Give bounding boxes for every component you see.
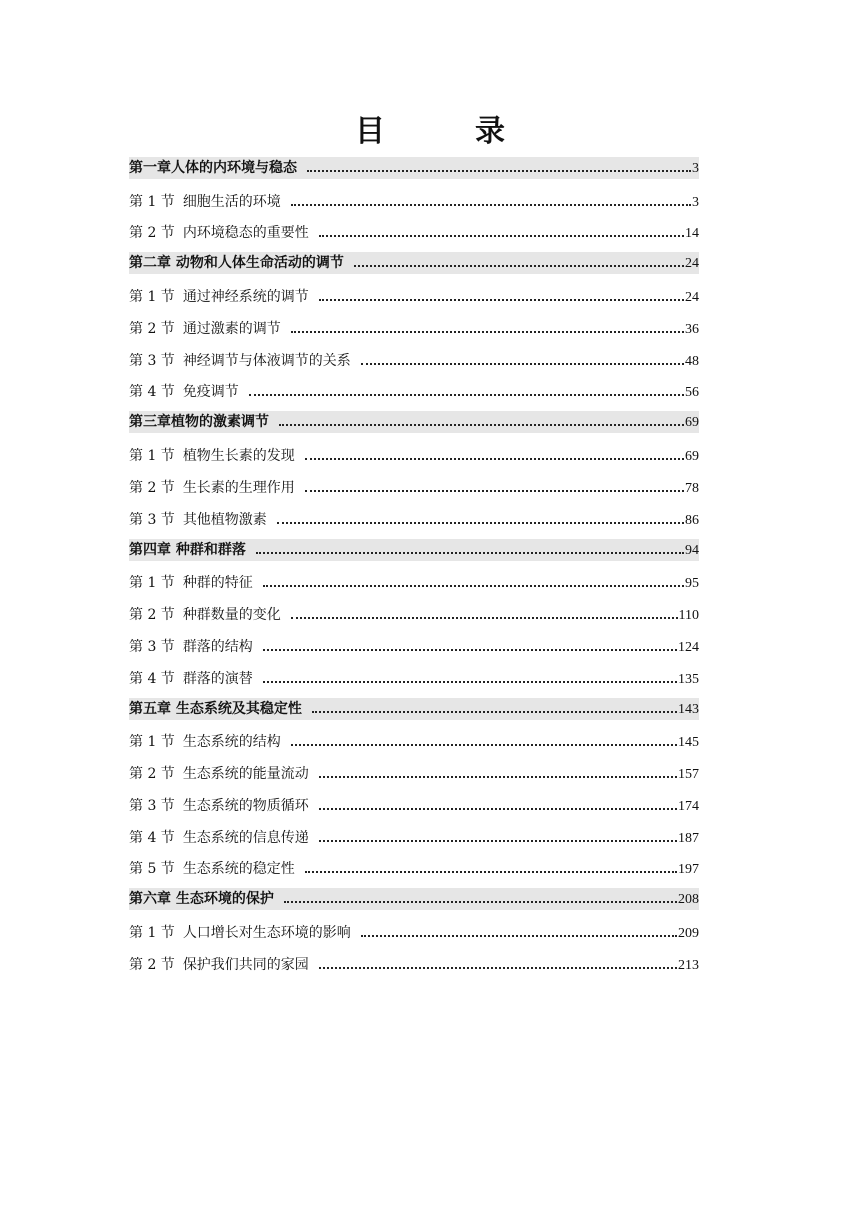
toc-chapter-entry[interactable] bbox=[129, 157, 699, 179]
toc-section-number: 第 4 节 bbox=[129, 670, 175, 687]
toc-entry-label bbox=[129, 539, 246, 559]
toc-page-number: 145 bbox=[678, 735, 699, 751]
toc-page-number: 56 bbox=[685, 385, 699, 401]
toc-entry-title: 第三章植物的激素调节 bbox=[129, 414, 269, 431]
toc-section-number: 第 3 节 bbox=[129, 511, 175, 528]
dot-leader bbox=[305, 870, 677, 873]
dot-leader bbox=[291, 203, 691, 206]
toc-chapter-entry[interactable] bbox=[129, 539, 699, 561]
dot-leader bbox=[277, 521, 684, 524]
dot-leader bbox=[319, 234, 684, 237]
toc-section-number: 第 2 节 bbox=[129, 320, 175, 337]
toc-section-number: 第 5 节 bbox=[129, 861, 175, 878]
dot-leader bbox=[305, 457, 684, 460]
toc-section-number: 第 2 节 bbox=[129, 479, 175, 496]
dot-leader bbox=[279, 423, 684, 426]
dot-leader bbox=[263, 648, 677, 651]
toc-page-number: 95 bbox=[685, 576, 699, 592]
toc-entry-title: 第五章 生态系统及其稳定性 bbox=[129, 700, 302, 717]
toc-section-number: 第 1 节 bbox=[129, 288, 175, 305]
toc-entry-title: 种群数量的变化 bbox=[182, 606, 281, 623]
toc-section-entry[interactable] bbox=[129, 279, 699, 311]
toc-section-entry[interactable] bbox=[129, 470, 699, 502]
toc-entry-label bbox=[129, 318, 281, 338]
toc-entry-label bbox=[129, 954, 309, 974]
toc-entry-label bbox=[129, 252, 344, 272]
toc-page-number: 143 bbox=[678, 701, 699, 717]
dot-leader bbox=[263, 584, 684, 587]
toc-entry-title: 生态系统的结构 bbox=[182, 734, 281, 751]
toc-entry-label bbox=[129, 286, 309, 306]
toc-entry-label bbox=[129, 350, 351, 370]
toc-entry-label bbox=[129, 157, 297, 177]
page-title: 目 录 bbox=[355, 114, 535, 149]
toc-section-entry[interactable] bbox=[129, 597, 699, 629]
toc-entry-title: 生长素的生理作用 bbox=[182, 479, 295, 496]
toc-page-number: 124 bbox=[678, 639, 699, 655]
toc-entry-title: 植物生长素的发现 bbox=[182, 447, 295, 464]
toc-section-number: 第 1 节 bbox=[129, 193, 175, 210]
toc-entry-label bbox=[129, 509, 267, 529]
toc-page-number: 213 bbox=[678, 957, 699, 973]
toc-entry-title: 通过激素的调节 bbox=[182, 320, 281, 337]
toc-entry-title: 生态系统的稳定性 bbox=[182, 861, 295, 878]
toc-section-number: 第 1 节 bbox=[129, 924, 175, 941]
toc-section-number: 第 4 节 bbox=[129, 384, 175, 401]
toc-page-number: 36 bbox=[685, 321, 699, 337]
toc-entry-label bbox=[129, 731, 281, 751]
toc-section-number: 第 2 节 bbox=[129, 225, 175, 242]
toc-section-entry[interactable] bbox=[129, 915, 699, 947]
toc-chapter-entry[interactable] bbox=[129, 888, 699, 910]
dot-leader bbox=[319, 839, 677, 842]
toc-section-number: 第 3 节 bbox=[129, 352, 175, 369]
toc-page-number: 157 bbox=[678, 766, 699, 782]
dot-leader bbox=[319, 966, 677, 969]
toc-entry-title: 生态系统的信息传递 bbox=[182, 829, 309, 846]
toc-entry-label bbox=[129, 922, 351, 942]
toc-page-number: 78 bbox=[685, 480, 699, 496]
dot-leader bbox=[263, 680, 677, 683]
toc-section-entry[interactable] bbox=[129, 947, 699, 979]
toc-section-entry[interactable] bbox=[129, 565, 699, 597]
toc-page-number: 3 bbox=[692, 161, 699, 176]
toc-section-entry[interactable] bbox=[129, 788, 699, 820]
toc-section-number: 第 1 节 bbox=[129, 734, 175, 751]
toc-page-number: 48 bbox=[685, 353, 699, 369]
toc-page-number: 3 bbox=[692, 194, 699, 210]
dot-leader bbox=[305, 489, 684, 492]
toc-section-entry[interactable] bbox=[129, 820, 699, 852]
toc-section-number: 第 1 节 bbox=[129, 447, 175, 464]
toc-section-number: 第 2 节 bbox=[129, 606, 175, 623]
toc-entry-title: 其他植物激素 bbox=[182, 511, 267, 528]
toc-entry-title: 免疫调节 bbox=[182, 384, 239, 401]
toc-page-number: 135 bbox=[678, 671, 699, 687]
toc-entry-title: 第一章人体的内环境与稳态 bbox=[129, 160, 297, 176]
toc-chapter-entry[interactable] bbox=[129, 252, 699, 274]
toc-page-number: 94 bbox=[685, 542, 699, 558]
toc-entry-label bbox=[129, 827, 309, 847]
toc-section-entry[interactable] bbox=[129, 216, 699, 248]
toc-entry-title: 通过神经系统的调节 bbox=[182, 288, 309, 305]
toc-entry-label bbox=[129, 191, 281, 211]
toc-section-entry[interactable] bbox=[129, 311, 699, 343]
toc-entry-title: 第六章 生态环境的保护 bbox=[129, 891, 274, 908]
toc-section-entry[interactable] bbox=[129, 756, 699, 788]
toc-page-number: 69 bbox=[685, 415, 699, 431]
dot-leader bbox=[354, 264, 684, 267]
toc-page-number: 24 bbox=[685, 256, 699, 272]
toc-page-number: 187 bbox=[678, 830, 699, 846]
toc-entry-title: 第二章 动物和人体生命活动的调节 bbox=[129, 255, 344, 272]
toc-entry-title: 第四章 种群和群落 bbox=[129, 541, 246, 558]
dot-leader bbox=[291, 743, 677, 746]
toc-entry-label bbox=[129, 795, 309, 815]
dot-leader bbox=[319, 298, 684, 301]
toc-entry-label bbox=[129, 381, 239, 401]
toc-entry-label bbox=[129, 411, 269, 431]
toc-entry-title: 人口增长对生态环境的影响 bbox=[182, 924, 351, 941]
toc-chapter-entry[interactable] bbox=[129, 698, 699, 720]
dot-leader bbox=[312, 710, 677, 713]
dot-leader bbox=[291, 616, 678, 619]
toc-section-entry[interactable] bbox=[129, 438, 699, 470]
dot-leader bbox=[249, 393, 684, 396]
toc-section-entry[interactable] bbox=[129, 502, 699, 534]
dot-leader bbox=[319, 775, 677, 778]
toc-entry-title: 生态系统的物质循环 bbox=[182, 797, 309, 814]
toc-section-entry[interactable] bbox=[129, 375, 699, 407]
toc-section-number: 第 2 节 bbox=[129, 765, 175, 782]
toc-section-entry[interactable] bbox=[129, 852, 699, 884]
toc-section-number: 第 3 节 bbox=[129, 638, 175, 655]
toc-page-number: 110 bbox=[678, 607, 699, 623]
dot-leader bbox=[256, 551, 684, 554]
toc-entry-label bbox=[129, 604, 281, 624]
toc-section-entry[interactable] bbox=[129, 184, 699, 216]
toc-page-number: 69 bbox=[685, 448, 699, 464]
dot-leader bbox=[319, 807, 677, 810]
toc-entry-title: 保护我们共同的家园 bbox=[182, 956, 309, 973]
toc-entry-label bbox=[129, 636, 253, 656]
toc-section-number: 第 2 节 bbox=[129, 956, 175, 973]
toc-section-entry[interactable] bbox=[129, 661, 699, 693]
toc-page-number: 14 bbox=[685, 226, 699, 242]
toc-section-entry[interactable] bbox=[129, 343, 699, 375]
toc-section-number: 第 1 节 bbox=[129, 575, 175, 592]
toc-section-entry[interactable] bbox=[129, 724, 699, 756]
toc-entry-label bbox=[129, 572, 253, 592]
toc-page-number: 24 bbox=[685, 289, 699, 305]
toc-entry-title: 神经调节与体液调节的关系 bbox=[182, 352, 351, 369]
toc-entry-label bbox=[129, 477, 295, 497]
toc-entry-title: 内环境稳态的重要性 bbox=[182, 225, 309, 242]
toc-entry-label bbox=[129, 668, 253, 688]
toc-entry-label bbox=[129, 445, 295, 465]
toc-entry-label bbox=[129, 763, 309, 783]
toc-page-number: 86 bbox=[685, 512, 699, 528]
dot-leader bbox=[307, 169, 691, 172]
dot-leader bbox=[361, 362, 684, 365]
toc-page-number: 197 bbox=[678, 862, 699, 878]
toc-page-number: 209 bbox=[678, 925, 699, 941]
toc-entry-label bbox=[129, 698, 302, 718]
toc-page-number: 174 bbox=[678, 798, 699, 814]
dot-leader bbox=[291, 330, 684, 333]
toc-entry-title: 种群的特征 bbox=[182, 575, 253, 592]
table-of-contents bbox=[129, 154, 699, 979]
toc-chapter-entry[interactable] bbox=[129, 411, 699, 433]
dot-leader bbox=[361, 934, 677, 937]
toc-entry-title: 生态系统的能量流动 bbox=[182, 765, 309, 782]
toc-entry-label bbox=[129, 888, 274, 908]
toc-entry-title: 群落的结构 bbox=[182, 638, 253, 655]
toc-page-number: 208 bbox=[678, 892, 699, 908]
toc-entry-title: 群落的演替 bbox=[182, 670, 253, 687]
toc-section-entry[interactable] bbox=[129, 629, 699, 661]
dot-leader bbox=[284, 900, 677, 903]
toc-entry-label bbox=[129, 222, 309, 242]
toc-section-number: 第 3 节 bbox=[129, 797, 175, 814]
toc-section-number: 第 4 节 bbox=[129, 829, 175, 846]
toc-entry-label bbox=[129, 858, 295, 878]
toc-entry-title: 细胞生活的环境 bbox=[182, 193, 281, 210]
